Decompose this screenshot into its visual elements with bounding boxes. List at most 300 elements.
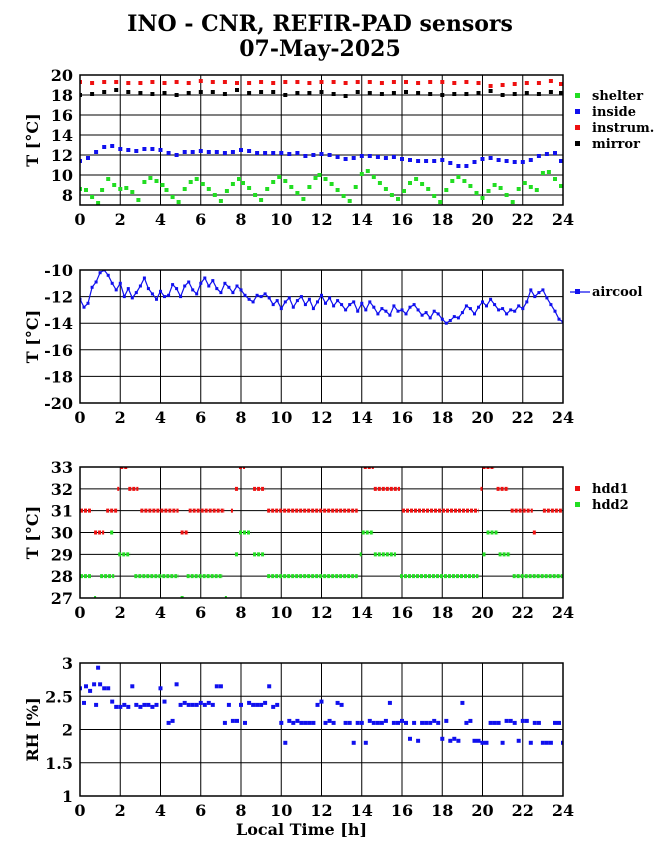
panel-hdd [23,458,629,622]
y-tick-label: 10 [50,166,73,185]
y-tick-label: -10 [44,261,73,280]
data-point [199,282,202,285]
legend-label: inside [592,105,637,120]
data-point [523,181,527,185]
data-point [384,310,387,313]
data-point [223,92,227,96]
data-point [175,287,178,290]
data-point [497,158,501,162]
data-point [107,274,110,277]
data-point [549,90,553,94]
data-point [378,181,382,185]
data-point [558,318,561,321]
data-point [432,159,436,163]
data-point [253,193,257,197]
data-point [489,156,493,160]
data-point [126,81,130,85]
y-tick-label: -18 [44,367,73,387]
data-point [84,188,88,192]
data-point [143,277,146,280]
legend-marker [575,502,580,507]
data-point [501,93,505,97]
data-point [118,187,122,191]
data-point [199,79,203,83]
data-point [179,295,182,298]
data-point [513,82,517,86]
data-point [136,198,140,202]
x-tick-label: 10 [270,210,293,229]
data-point [287,152,291,156]
y-tick-label: 33 [50,458,73,477]
legend-label: hdd2 [592,498,629,513]
data-point [283,741,287,745]
plot-area [78,79,563,205]
data-point [161,183,165,187]
data-point [151,292,154,295]
data-point [468,719,472,723]
series-instrum [78,79,563,88]
data-point [215,287,218,290]
data-point [464,92,468,96]
data-point [211,90,215,94]
data-point [268,296,271,299]
x-tick-label: 4 [154,801,167,820]
data-point [134,703,138,707]
x-tick-label: 12 [310,408,333,427]
data-point [207,187,211,191]
data-point [123,295,126,298]
data-point [537,81,541,85]
y-axis-label: T [°C] [23,505,42,560]
data-point [94,150,98,154]
data-point [557,721,561,725]
data-point [283,80,287,84]
data-point [271,151,275,155]
data-point [360,302,363,305]
data-point [535,188,539,192]
data-point [348,199,352,203]
data-point [452,92,456,96]
data-point [219,291,222,294]
data-point [464,164,468,168]
data-point [291,721,295,725]
data-point [187,81,191,85]
data-point [247,149,251,153]
x-tick-label: 8 [235,210,247,229]
data-point [440,737,444,741]
data-point [150,92,154,96]
y-tick-label: -12 [44,287,73,307]
y-tick-label: 1.5 [45,753,73,773]
y-tick-label: 30 [50,523,73,543]
x-tick-label: 4 [154,603,167,622]
data-point [404,80,408,84]
data-point [127,287,130,290]
data-point [90,92,94,96]
data-point [541,288,544,291]
data-point [150,705,154,709]
data-point [279,721,283,725]
data-point [501,83,505,87]
data-point [429,316,432,319]
data-point [497,308,500,311]
data-point [203,703,207,707]
data-point [549,303,552,306]
data-point [448,739,452,743]
data-point [420,721,424,725]
data-point [390,193,394,197]
data-point [553,721,557,725]
data-point [135,291,138,294]
panels [23,66,654,839]
data-point [437,312,440,315]
data-point [433,310,436,313]
data-point [191,703,195,707]
data-point [396,197,400,201]
data-point [247,186,251,190]
data-point [106,686,110,690]
data-point [416,739,420,743]
data-point [239,703,243,707]
x-tick-label: 0 [74,603,86,622]
x-tick-label: 6 [195,408,207,427]
data-point [175,682,179,686]
data-point [272,303,275,306]
x-tick-label: 22 [511,408,534,427]
data-point [481,741,485,745]
data-point [464,721,468,725]
data-point [545,296,548,299]
data-point [171,283,174,286]
data-point [449,319,452,322]
data-point [376,312,379,315]
x-tick-label: 0 [74,408,86,427]
data-point [360,154,364,158]
y-tick-label: 2.5 [45,687,73,707]
data-point [481,196,485,200]
data-point [307,81,311,85]
data-point [292,306,295,309]
x-tick-label: 22 [511,210,534,229]
x-tick-label: 24 [551,408,575,427]
data-point [320,80,324,84]
data-point [392,91,396,95]
y-tick-label: 12 [50,146,73,165]
data-point [328,296,331,299]
data-point [259,198,263,202]
data-point [464,80,468,84]
data-point [307,185,311,189]
data-point [424,721,428,725]
data-point [271,90,275,94]
data-point [448,161,452,165]
data-point [201,182,205,186]
data-point [102,90,106,94]
data-point [462,179,466,183]
data-point [525,91,529,95]
data-point [384,187,388,191]
data-point [256,294,259,297]
data-point [175,80,179,84]
data-point [138,91,142,95]
data-point [130,190,134,194]
x-tick-label: 14 [350,210,373,229]
data-point [324,302,327,305]
x-tick-label: 16 [390,801,414,820]
legend-marker [575,125,580,130]
x-tick-label: 4 [154,210,167,229]
x-tick-label: 20 [471,210,494,229]
data-point [473,312,476,315]
data-point [368,154,372,158]
data-point [425,311,428,314]
data-point [300,295,303,298]
data-point [100,188,104,192]
data-point [155,703,159,707]
data-point [384,719,388,723]
data-point [187,91,191,95]
data-point [364,308,367,311]
data-point [445,322,448,325]
data-point [368,80,372,84]
y-tick-label: 28 [50,567,73,587]
data-point [336,155,340,159]
x-tick-label: 18 [431,210,454,229]
y-axis-label: T [°C] [23,113,42,167]
data-point [364,741,368,745]
y-tick-label: -20 [44,394,73,413]
data-point [318,173,322,177]
data-point [284,300,287,303]
data-point [360,721,364,725]
data-point [400,719,404,723]
data-point [416,91,420,95]
x-tick-label: 12 [310,603,333,622]
data-point [207,285,210,288]
data-point [477,91,481,95]
data-point [115,288,118,291]
data-point [308,298,311,301]
data-point [513,310,516,313]
data-point [397,310,400,313]
data-point [112,183,116,187]
data-point [537,154,541,158]
data-point [231,150,235,154]
data-point [392,80,396,84]
legend-marker [575,109,580,114]
data-point [102,686,106,690]
data-point [264,292,267,295]
data-point [239,148,243,152]
x-tick-label: 20 [471,408,494,427]
series-shelter [78,169,563,205]
data-point [142,180,146,184]
data-point [276,299,279,302]
data-point [344,308,347,311]
x-tick-label: 22 [511,801,534,820]
data-point [513,92,517,96]
panel-relative-humidity [23,654,574,839]
data-point [118,147,122,151]
data-point [163,81,167,85]
data-point [456,164,460,168]
data-point [191,150,195,154]
y-tick-label: 3 [61,654,73,673]
data-point [275,703,279,707]
data-point [477,81,481,85]
data-point [289,185,293,189]
data-point [428,80,432,84]
data-point [438,200,442,204]
data-point [547,170,551,174]
data-point [223,721,227,725]
data-point [336,188,340,192]
data-point [541,171,545,175]
x-tick-label: 8 [235,408,247,427]
data-point [380,81,384,85]
data-point [259,80,263,84]
data-point [131,296,134,299]
data-point [457,316,460,319]
data-point [150,147,154,151]
x-tick-label: 14 [350,801,373,820]
data-point [307,721,311,725]
data-point [110,700,114,704]
data-point [473,160,477,164]
data-point [352,741,356,745]
data-point [525,719,529,723]
data-point [537,92,541,96]
data-point [485,304,488,307]
data-point [99,271,102,274]
data-point [348,721,352,725]
data-point [88,689,92,693]
data-point [537,291,540,294]
data-point [342,194,346,198]
legend-marker [575,141,580,146]
legend-label: aircool [592,285,643,300]
data-point [444,719,448,723]
data-point [554,310,557,313]
data-point [259,90,263,94]
data-point [304,303,307,306]
data-point [183,150,187,154]
data-point [223,80,227,84]
data-point [90,81,94,85]
data-point [328,719,332,723]
data-point [102,80,106,84]
data-point [247,91,251,95]
x-tick-label: 0 [74,210,86,229]
data-point [231,291,234,294]
data-point [114,705,118,709]
data-point [453,315,456,318]
data-point [91,286,94,289]
data-point [332,92,336,96]
x-tick-label: 16 [390,210,414,229]
data-point [332,80,336,84]
data-point [165,188,169,192]
x-tick-label: 4 [154,408,167,427]
y-axis-label: T [°C] [23,309,42,364]
data-point [215,150,219,154]
y-tick-label: 29 [50,545,73,565]
x-tick-label: 12 [310,801,333,820]
data-point [513,721,517,725]
data-point [110,144,114,148]
data-point [511,200,515,204]
x-tick-label: 8 [235,603,247,622]
data-point [213,193,217,197]
data-point [477,739,481,743]
data-point [529,185,533,189]
data-point [146,703,150,707]
data-point [372,175,376,179]
data-point [330,182,334,186]
data-point [219,684,223,688]
data-point [501,741,505,745]
data-point [352,300,355,303]
data-point [368,300,371,303]
data-point [432,719,436,723]
data-point [356,721,360,725]
data-point [207,150,211,154]
data-point [380,92,384,96]
data-point [187,281,190,284]
data-point [380,307,383,310]
data-point [223,282,226,285]
data-point [356,310,359,313]
data-point [283,179,287,183]
data-point [167,151,171,155]
data-point [167,294,170,297]
data-point [90,195,94,199]
data-point [452,81,456,85]
data-point [295,80,299,84]
data-point [124,186,128,190]
data-point [549,79,553,83]
data-point [215,684,219,688]
data-point [388,314,391,317]
x-tick-label: 0 [74,801,86,820]
data-point [295,151,299,155]
data-point [426,187,430,191]
data-point [533,721,537,725]
x-tick-label: 2 [114,603,126,622]
data-point [236,285,239,288]
data-point [380,721,384,725]
data-point [295,191,299,195]
data-point [301,197,305,201]
data-point [191,288,194,291]
x-tick-label: 8 [235,801,247,820]
x-tick-label: 22 [511,603,534,622]
data-point [324,177,328,181]
data-point [92,682,96,686]
data-point [199,90,203,94]
data-point [155,298,158,301]
data-point [142,147,146,151]
data-point [481,300,484,303]
data-point [183,701,187,705]
data-point [505,193,509,197]
data-point [138,705,142,709]
data-point [177,200,181,204]
data-point [473,739,477,743]
data-point [440,80,444,84]
data-point [465,304,468,307]
data-point [441,318,444,321]
